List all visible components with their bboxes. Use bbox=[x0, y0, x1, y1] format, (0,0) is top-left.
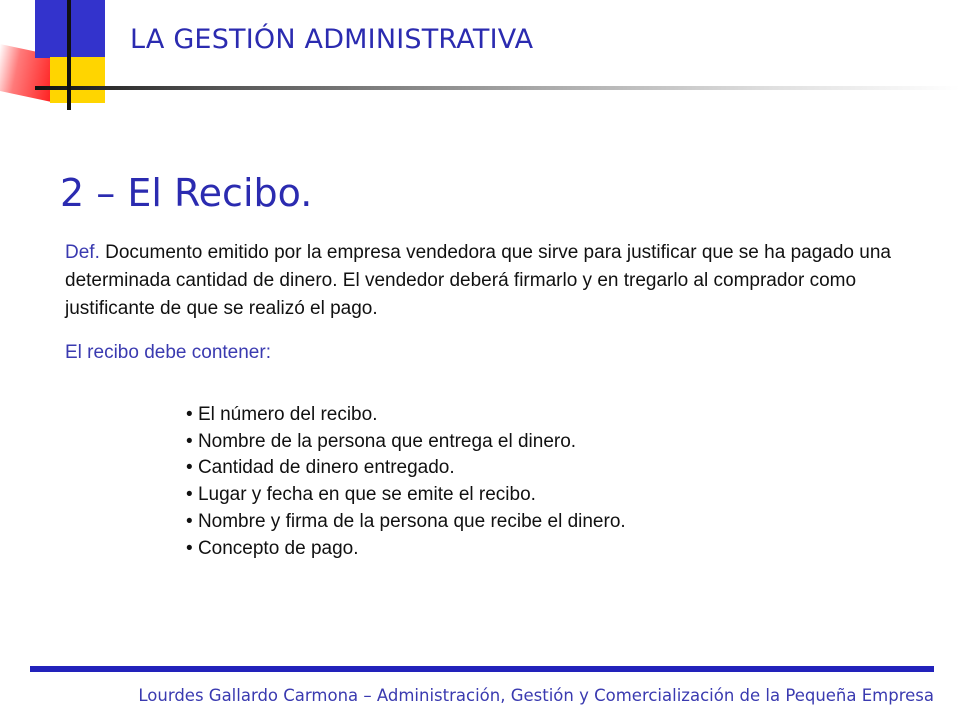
definition-paragraph bbox=[65, 239, 943, 323]
definition-text: Documento emitido por la empresa vendedora que sirve para justificar que se ha pagado una determinada cantidad de dinero. El vendedor deberá firmarlo y en tregarlo al comprador como justificante de que se realizó el pago. bbox=[65, 242, 891, 319]
contents-subheading: El recibo debe contener: bbox=[65, 342, 271, 363]
slide-title: 2 – El Recibo. bbox=[60, 171, 313, 215]
definition-prefix: Def. bbox=[65, 242, 100, 263]
list-item: • Lugar y fecha en que se emite el recibo. bbox=[186, 482, 626, 509]
receipt-contents-list bbox=[186, 402, 626, 562]
footer-rule bbox=[30, 666, 934, 672]
list-item: • Cantidad de dinero entregado. bbox=[186, 455, 626, 482]
list-item: • El número del recibo. bbox=[186, 402, 626, 429]
header-rule bbox=[35, 86, 960, 90]
list-item: • Concepto de pago. bbox=[186, 536, 626, 563]
logo-yellow-square bbox=[50, 57, 105, 103]
logo-vertical-rule bbox=[67, 0, 71, 110]
header-title: LA GESTIÓN ADMINISTRATIVA bbox=[130, 24, 534, 55]
footer-credit: Lourdes Gallardo Carmona – Administración, Gestión y Comercialización de la Pequeña Empresa bbox=[138, 686, 934, 705]
list-item: • Nombre de la persona que entrega el dinero. bbox=[186, 429, 626, 456]
list-item: • Nombre y firma de la persona que recibe el dinero. bbox=[186, 509, 626, 536]
